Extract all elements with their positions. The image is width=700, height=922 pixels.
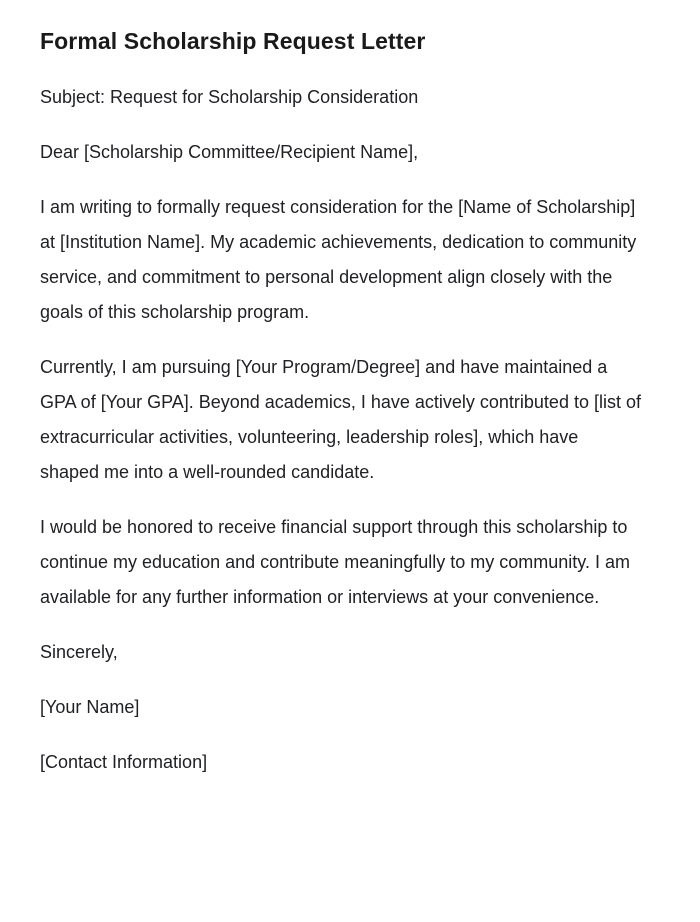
- body-paragraph: I would be honored to receive financial support through this scholarship to continue my education and contribute meaningfully to my community. I am available for any further information or interviews at your convenience.: [40, 517, 630, 607]
- subject-line: Subject: Request for Scholarship Consideration: [40, 87, 419, 107]
- page-title: Formal Scholarship Request Letter: [40, 28, 426, 54]
- contact-information: [Contact Information]: [40, 752, 208, 772]
- salutation: Dear [Scholarship Committee/Recipient Name],: [40, 142, 419, 162]
- body-paragraph: Currently, I am pursuing [Your Program/Degree] and have maintained a GPA of [Your GPA]. Beyond academics, I have actively contributed to [list of extracurricular activities, volunteering, leadership roles], which have shaped me into a well-rounded candidate.: [40, 357, 641, 482]
- body-paragraph: I am writing to formally request consideration for the [Name of Scholarship] at [Institution Name]. My academic achievements, dedication to community service, and commitment to personal development align closely with the goals of this scholarship program.: [40, 197, 637, 322]
- signature-name: [Your Name]: [40, 697, 140, 717]
- closing: Sincerely,: [40, 642, 118, 662]
